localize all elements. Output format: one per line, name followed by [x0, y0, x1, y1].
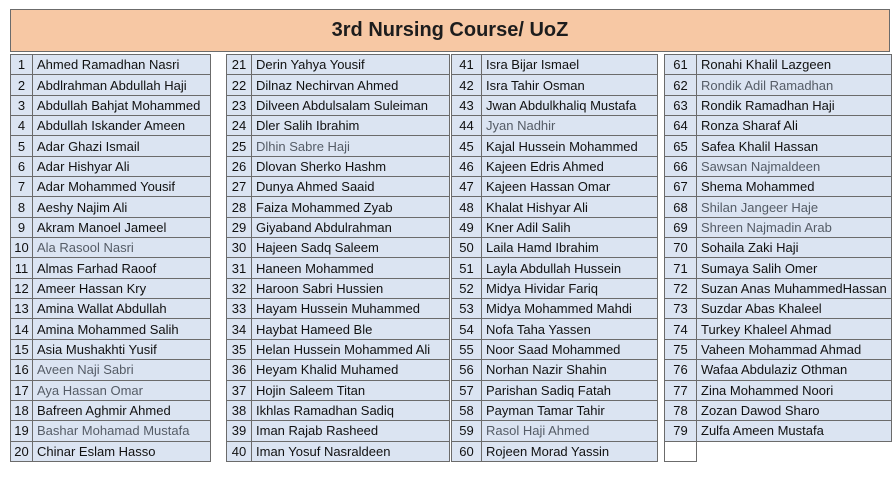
table-row	[227, 95, 450, 115]
student-name: Iman Rajab Rasheed	[252, 421, 450, 441]
row-number: 71	[665, 258, 697, 278]
table-row	[665, 197, 892, 217]
table-row	[11, 400, 211, 420]
student-name: Rondik Adil Ramadhan	[697, 75, 892, 95]
student-name: Almas Farhad Raoof	[33, 258, 211, 278]
student-name: Asia Mushakhti Yusif	[33, 339, 211, 359]
row-number: 1	[11, 55, 33, 75]
student-name: Chinar Eslam Hasso	[33, 441, 211, 461]
table-row	[452, 177, 658, 197]
table-row	[227, 421, 450, 441]
row-number: 15	[11, 339, 33, 359]
table-row	[227, 278, 450, 298]
table-row	[11, 75, 211, 95]
empty-cell	[665, 441, 697, 461]
student-name: Kner Adil Salih	[482, 217, 658, 237]
row-number: 74	[665, 319, 697, 339]
row-number: 52	[452, 278, 482, 298]
student-name: Adar Mohammed Yousif	[33, 177, 211, 197]
table-row	[11, 217, 211, 237]
row-number: 18	[11, 400, 33, 420]
table-row	[227, 360, 450, 380]
row-number: 14	[11, 319, 33, 339]
student-name: Nofa Taha Yassen	[482, 319, 658, 339]
table-row	[665, 339, 892, 359]
table-row	[11, 177, 211, 197]
row-number: 47	[452, 177, 482, 197]
row-number: 49	[452, 217, 482, 237]
row-number: 45	[452, 136, 482, 156]
student-name: Amina Mohammed Salih	[33, 319, 211, 339]
table-row	[11, 441, 211, 461]
student-name: Haybat Hameed Ble	[252, 319, 450, 339]
row-number: 3	[11, 95, 33, 115]
student-name: Isra Bijar Ismael	[482, 55, 658, 75]
student-name: Payman Tamar Tahir	[482, 400, 658, 420]
student-name: Wafaa Abdulaziz Othman	[697, 360, 892, 380]
student-name: Rondik Ramadhan Haji	[697, 95, 892, 115]
student-name: Zozan Dawod Sharo	[697, 400, 892, 420]
table-row	[665, 217, 892, 237]
row-number: 54	[452, 319, 482, 339]
student-name: Hayam Hussein Muhammed	[252, 299, 450, 319]
student-name: Jwan Abdulkhaliq Mustafa	[482, 95, 658, 115]
table-row	[452, 339, 658, 359]
table-row	[665, 75, 892, 95]
row-number: 40	[227, 441, 252, 461]
student-name: Zina Mohammed Noori	[697, 380, 892, 400]
table-row	[452, 136, 658, 156]
roster-column-4	[664, 54, 892, 462]
row-number: 63	[665, 95, 697, 115]
table-row	[665, 156, 892, 176]
student-name: Derin Yahya Yousif	[252, 55, 450, 75]
student-name: Shema Mohammed	[697, 177, 892, 197]
table-row	[11, 116, 211, 136]
table-row	[11, 55, 211, 75]
row-number: 72	[665, 278, 697, 298]
table-row	[452, 319, 658, 339]
row-number: 64	[665, 116, 697, 136]
row-number: 58	[452, 400, 482, 420]
table-row	[452, 360, 658, 380]
row-number: 65	[665, 136, 697, 156]
table-row	[665, 380, 892, 400]
table-row	[452, 116, 658, 136]
student-name: Shilan Jangeer Haje	[697, 197, 892, 217]
table-row	[227, 75, 450, 95]
table-row	[665, 55, 892, 75]
student-name: Adar Hishyar Ali	[33, 156, 211, 176]
student-name: Dilveen Abdulsalam Suleiman	[252, 95, 450, 115]
row-number: 70	[665, 238, 697, 258]
student-name: Ronza Sharaf Ali	[697, 116, 892, 136]
student-name: Amina Wallat Abdullah	[33, 299, 211, 319]
student-name: Dilnaz Nechirvan Ahmed	[252, 75, 450, 95]
student-name: Iman Yosuf Nasraldeen	[252, 441, 450, 461]
row-number: 73	[665, 299, 697, 319]
table-row	[11, 156, 211, 176]
row-number: 19	[11, 421, 33, 441]
student-name: Turkey Khaleel Ahmad	[697, 319, 892, 339]
row-number: 79	[665, 421, 697, 441]
student-name: Safea Khalil Hassan	[697, 136, 892, 156]
row-number: 32	[227, 278, 252, 298]
table-row	[452, 258, 658, 278]
row-number: 9	[11, 217, 33, 237]
student-name: Ameer Hassan Kry	[33, 278, 211, 298]
row-number: 31	[227, 258, 252, 278]
table-row	[11, 238, 211, 258]
table-row	[227, 238, 450, 258]
row-number: 28	[227, 197, 252, 217]
student-name: Sohaila Zaki Haji	[697, 238, 892, 258]
student-name: Giyaband Abdulrahman	[252, 217, 450, 237]
table-row	[452, 421, 658, 441]
student-name: Laila Hamd Ibrahim	[482, 238, 658, 258]
table-row	[227, 55, 450, 75]
student-name: Dlhin Sabre Haji	[252, 136, 450, 156]
row-number: 75	[665, 339, 697, 359]
row-number: 39	[227, 421, 252, 441]
table-row	[11, 339, 211, 359]
table-row	[665, 258, 892, 278]
row-number: 37	[227, 380, 252, 400]
student-name: Hojin Saleem Titan	[252, 380, 450, 400]
row-number: 51	[452, 258, 482, 278]
student-name: Bafreen Aghmir Ahmed	[33, 400, 211, 420]
table-row	[11, 278, 211, 298]
row-number: 68	[665, 197, 697, 217]
student-name: Vaheen Mohammad Ahmad	[697, 339, 892, 359]
row-number: 43	[452, 95, 482, 115]
row-number: 42	[452, 75, 482, 95]
table-row	[227, 177, 450, 197]
student-name: Sumaya Salih Omer	[697, 258, 892, 278]
student-name: Abdlrahman Abdullah Haji	[33, 75, 211, 95]
row-number: 25	[227, 136, 252, 156]
row-number: 46	[452, 156, 482, 176]
student-name: Zulfa Ameen Mustafa	[697, 421, 892, 441]
table-row	[452, 55, 658, 75]
row-number: 6	[11, 156, 33, 176]
table-row	[452, 95, 658, 115]
student-name: Helan Hussein Mohammed Ali	[252, 339, 450, 359]
table-row	[11, 421, 211, 441]
table-row	[11, 380, 211, 400]
table-row	[665, 95, 892, 115]
row-number: 4	[11, 116, 33, 136]
row-number: 76	[665, 360, 697, 380]
row-number: 50	[452, 238, 482, 258]
table-row	[665, 177, 892, 197]
row-number: 24	[227, 116, 252, 136]
student-name: Ahmed Ramadhan Nasri	[33, 55, 211, 75]
row-number: 13	[11, 299, 33, 319]
table-row	[452, 380, 658, 400]
student-name: Aeshy Najim Ali	[33, 197, 211, 217]
row-number: 26	[227, 156, 252, 176]
row-number: 16	[11, 360, 33, 380]
roster-column-2	[226, 54, 450, 462]
student-name: Layla Abdullah Hussein	[482, 258, 658, 278]
student-name: Faiza Mohammed Zyab	[252, 197, 450, 217]
table-row	[452, 400, 658, 420]
table-row	[452, 278, 658, 298]
roster-column-3	[451, 54, 658, 462]
student-name: Shreen Najmadin Arab	[697, 217, 892, 237]
student-name: Rojeen Morad Yassin	[482, 441, 658, 461]
row-number: 11	[11, 258, 33, 278]
row-number: 27	[227, 177, 252, 197]
row-number: 36	[227, 360, 252, 380]
table-row	[11, 258, 211, 278]
table-row	[227, 380, 450, 400]
row-number: 23	[227, 95, 252, 115]
student-name: Sawsan Najmaldeen	[697, 156, 892, 176]
student-name: Jyan Nadhir	[482, 116, 658, 136]
row-number: 21	[227, 55, 252, 75]
row-number: 8	[11, 197, 33, 217]
student-name: Bashar Mohamad Mustafa	[33, 421, 211, 441]
table-row	[227, 116, 450, 136]
row-number: 48	[452, 197, 482, 217]
table-row	[11, 319, 211, 339]
row-number: 34	[227, 319, 252, 339]
row-number: 67	[665, 177, 697, 197]
row-number: 5	[11, 136, 33, 156]
roster-column-1	[10, 54, 211, 462]
student-name: Abdullah Bahjat Mohammed	[33, 95, 211, 115]
table-row	[11, 360, 211, 380]
student-name: Abdullah Iskander Ameen	[33, 116, 211, 136]
table-row	[452, 238, 658, 258]
student-name: Aveen Naji Sabri	[33, 360, 211, 380]
student-name: Ronahi Khalil Lazgeen	[697, 55, 892, 75]
row-number: 56	[452, 360, 482, 380]
row-number: 20	[11, 441, 33, 461]
student-name: Adar Ghazi Ismail	[33, 136, 211, 156]
row-number: 22	[227, 75, 252, 95]
row-number: 78	[665, 400, 697, 420]
table-row	[665, 136, 892, 156]
row-number: 10	[11, 238, 33, 258]
table-row	[227, 156, 450, 176]
table-row	[11, 299, 211, 319]
student-name: Rasol Haji Ahmed	[482, 421, 658, 441]
row-number: 53	[452, 299, 482, 319]
student-name: Haneen Mohammed	[252, 258, 450, 278]
table-row	[452, 156, 658, 176]
student-name: Khalat Hishyar Ali	[482, 197, 658, 217]
row-number: 2	[11, 75, 33, 95]
student-name: Noor Saad Mohammed	[482, 339, 658, 359]
row-number: 59	[452, 421, 482, 441]
student-name: Dler Salih Ibrahim	[252, 116, 450, 136]
row-number: 57	[452, 380, 482, 400]
student-name: Hajeen Sadq Saleem	[252, 238, 450, 258]
row-number: 62	[665, 75, 697, 95]
table-row	[665, 421, 892, 441]
student-name: Heyam Khalid Muhamed	[252, 360, 450, 380]
student-name: Kajeen Hassan Omar	[482, 177, 658, 197]
row-number: 12	[11, 278, 33, 298]
table-row	[452, 217, 658, 237]
row-number: 69	[665, 217, 697, 237]
student-name: Suzan Anas MuhammedHassan	[697, 278, 892, 298]
row-number: 35	[227, 339, 252, 359]
student-name: Dunya Ahmed Saaid	[252, 177, 450, 197]
table-row	[227, 319, 450, 339]
table-row	[227, 441, 450, 461]
student-name: Kajeen Edris Ahmed	[482, 156, 658, 176]
student-name: Norhan Nazir Shahin	[482, 360, 658, 380]
table-row	[452, 299, 658, 319]
row-number: 33	[227, 299, 252, 319]
row-number: 61	[665, 55, 697, 75]
student-name: Suzdar Abas Khaleel	[697, 299, 892, 319]
table-row	[227, 339, 450, 359]
student-name: Dlovan Sherko Hashm	[252, 156, 450, 176]
table-row	[11, 95, 211, 115]
table-row	[665, 319, 892, 339]
empty-row	[665, 441, 892, 461]
row-number: 38	[227, 400, 252, 420]
page-title: 3rd Nursing Course/ UoZ	[10, 9, 890, 52]
table-row	[665, 278, 892, 298]
table-row	[452, 197, 658, 217]
table-row	[452, 441, 658, 461]
table-row	[227, 136, 450, 156]
row-number: 44	[452, 116, 482, 136]
student-name: Midya Hividar Fariq	[482, 278, 658, 298]
table-row	[665, 400, 892, 420]
table-row	[227, 400, 450, 420]
row-number: 55	[452, 339, 482, 359]
row-number: 7	[11, 177, 33, 197]
student-name: Ala Rasool Nasri	[33, 238, 211, 258]
row-number: 29	[227, 217, 252, 237]
table-row	[665, 360, 892, 380]
student-name: Parishan Sadiq Fatah	[482, 380, 658, 400]
student-name: Aya Hassan Omar	[33, 380, 211, 400]
row-number: 66	[665, 156, 697, 176]
table-row	[452, 75, 658, 95]
table-row	[227, 197, 450, 217]
student-name: Ikhlas Ramadhan Sadiq	[252, 400, 450, 420]
row-number: 30	[227, 238, 252, 258]
table-row	[227, 299, 450, 319]
student-name: Kajal Hussein Mohammed	[482, 136, 658, 156]
student-name: Midya Mohammed Mahdi	[482, 299, 658, 319]
table-row	[227, 258, 450, 278]
table-row	[665, 299, 892, 319]
table-row	[665, 238, 892, 258]
student-name: Akram Manoel Jameel	[33, 217, 211, 237]
table-row	[665, 116, 892, 136]
row-number: 60	[452, 441, 482, 461]
student-name: Isra Tahir Osman	[482, 75, 658, 95]
row-number: 41	[452, 55, 482, 75]
row-number: 17	[11, 380, 33, 400]
student-name: Haroon Sabri Hussien	[252, 278, 450, 298]
table-row	[11, 136, 211, 156]
row-number: 77	[665, 380, 697, 400]
table-row	[11, 197, 211, 217]
table-row	[227, 217, 450, 237]
